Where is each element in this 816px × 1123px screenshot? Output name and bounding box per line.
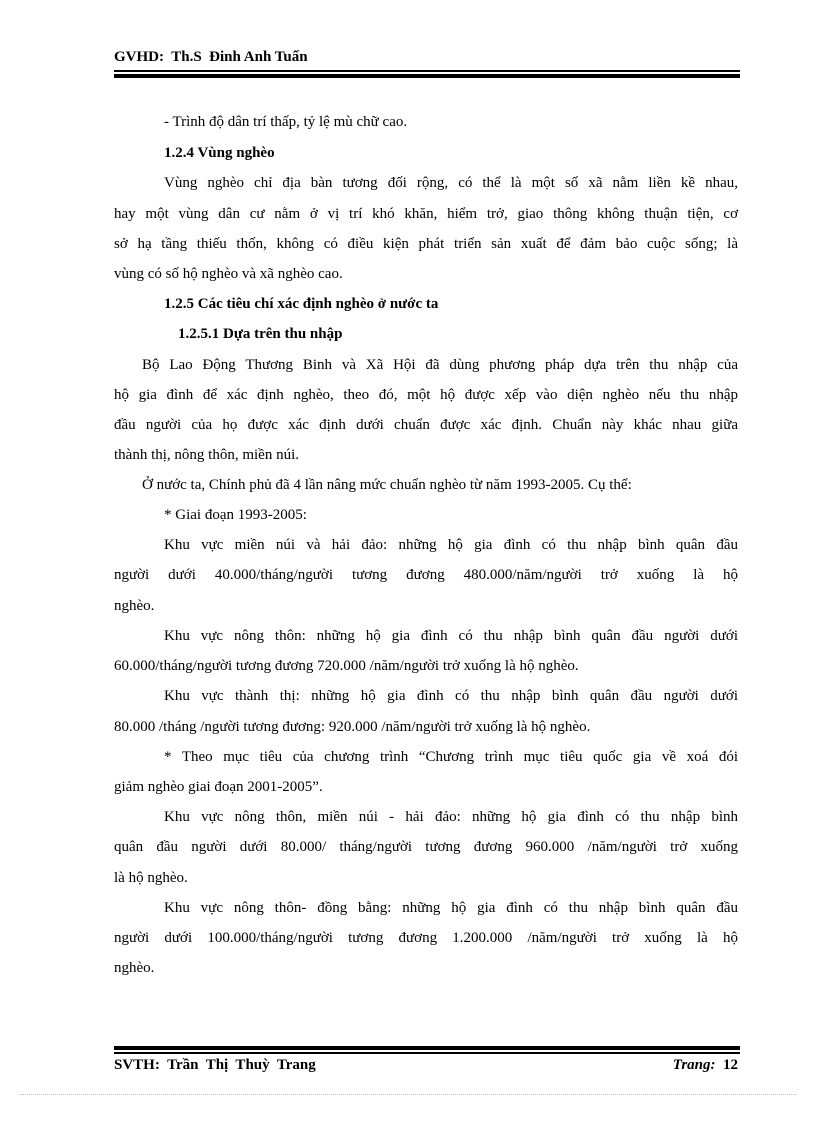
footer-author: SVTH: Trần Thị Thuỳ Trang bbox=[114, 1057, 316, 1073]
text-line: Khu vực thành thị: những hộ gia đình có thu nhập bình quân đầu người dưới bbox=[164, 688, 738, 704]
text-line: Khu vực nông thôn- đồng bằng: những hộ gia đình có thu nhập bình quân đầu bbox=[164, 900, 738, 916]
text-line: nghèo. bbox=[114, 598, 155, 614]
page-label: Trang: bbox=[672, 1057, 716, 1073]
text-line: - Trình độ dân trí thấp, tỷ lệ mù chữ cao. bbox=[164, 114, 408, 130]
text-line: vùng có số hộ nghèo và xã nghèo cao. bbox=[114, 266, 343, 282]
text-line: Ở nước ta, Chính phủ đã 4 lần nâng mức chuẩn nghèo từ năm 1993-2005. Cụ thể: bbox=[142, 477, 632, 493]
page-number: 12 bbox=[723, 1057, 738, 1073]
header-supervisor: GVHD: Th.S Đinh Anh Tuấn bbox=[114, 49, 308, 65]
text-line: sở hạ tầng thiếu thốn, không có điều kiện phát triển sản xuất để đảm bảo cuộc sống; là bbox=[114, 236, 738, 252]
text-line: Khu vực miền núi và hải đảo: những hộ gia đình có thu nhập bình quân đầu bbox=[164, 537, 738, 553]
text-line: hộ gia đình để xác định nghèo, theo đó, một hộ được xếp vào diện nghèo nếu thu nhập bbox=[114, 387, 738, 403]
section-heading-1-2-5-1: 1.2.5.1 Dựa trên thu nhập bbox=[178, 326, 343, 342]
text-line: Bộ Lao Động Thương Binh và Xã Hội đã dùng phương pháp dựa trên thu nhập của bbox=[142, 357, 738, 373]
text-line: 80.000 /tháng /người tương đương: 920.000 /năm/người trở xuống là hộ nghèo. bbox=[114, 719, 591, 735]
section-heading-1-2-4: 1.2.4 Vùng nghèo bbox=[164, 145, 275, 161]
section-heading-1-2-5: 1.2.5 Các tiêu chí xác định nghèo ở nước ta bbox=[164, 296, 439, 312]
text-line: nghèo. bbox=[114, 960, 155, 976]
header-rule-thin bbox=[114, 70, 740, 72]
text-line: * Theo mục tiêu của chương trình “Chương trình mục tiêu quốc gia về xoá đói bbox=[164, 749, 738, 765]
header-rule-thick bbox=[114, 74, 740, 78]
text-line: 60.000/tháng/người tương đương 720.000 /năm/người trở xuống là hộ nghèo. bbox=[114, 658, 579, 674]
footer-rule-thick bbox=[114, 1046, 740, 1050]
text-line: giảm nghèo giai đoạn 2001-2005”. bbox=[114, 779, 323, 795]
text-line: Khu vực nông thôn: những hộ gia đình có thu nhập bình quân đầu người dưới bbox=[164, 628, 738, 644]
text-line: người dưới 100.000/tháng/người tương đương 1.200.000 /năm/người trở xuống là hộ bbox=[114, 930, 738, 946]
text-line: đầu người của họ được xác định dưới chuẩn được xác định. Chuẩn này khác nhau giữa bbox=[114, 417, 738, 433]
footer-rule-thin bbox=[114, 1052, 740, 1054]
text-line: Vùng nghèo chỉ địa bàn tương đối rộng, có thể là một số xã nằm liền kề nhau, bbox=[164, 175, 738, 191]
text-line: * Giai đoạn 1993-2005: bbox=[164, 507, 307, 523]
text-line: thành thị, nông thôn, miền núi. bbox=[114, 447, 299, 463]
page-bottom-dotted-line bbox=[20, 1094, 796, 1095]
text-line: hay một vùng dân cư nằm ở vị trí khó khăn, hiểm trở, giao thông không thuận tiện, cơ bbox=[114, 206, 738, 222]
text-line: Khu vực nông thôn, miền núi - hải đảo: những hộ gia đình có thu nhập bình bbox=[164, 809, 738, 825]
footer-page bbox=[673, 1057, 738, 1074]
text-line: quân đầu người dưới 80.000/ tháng/người tương đương 960.000 /năm/người trở xuống bbox=[114, 839, 738, 855]
text-line: người dưới 40.000/tháng/người tương đương 480.000/năm/người trở xuống là hộ bbox=[114, 567, 738, 583]
text-line: là hộ nghèo. bbox=[114, 870, 188, 886]
